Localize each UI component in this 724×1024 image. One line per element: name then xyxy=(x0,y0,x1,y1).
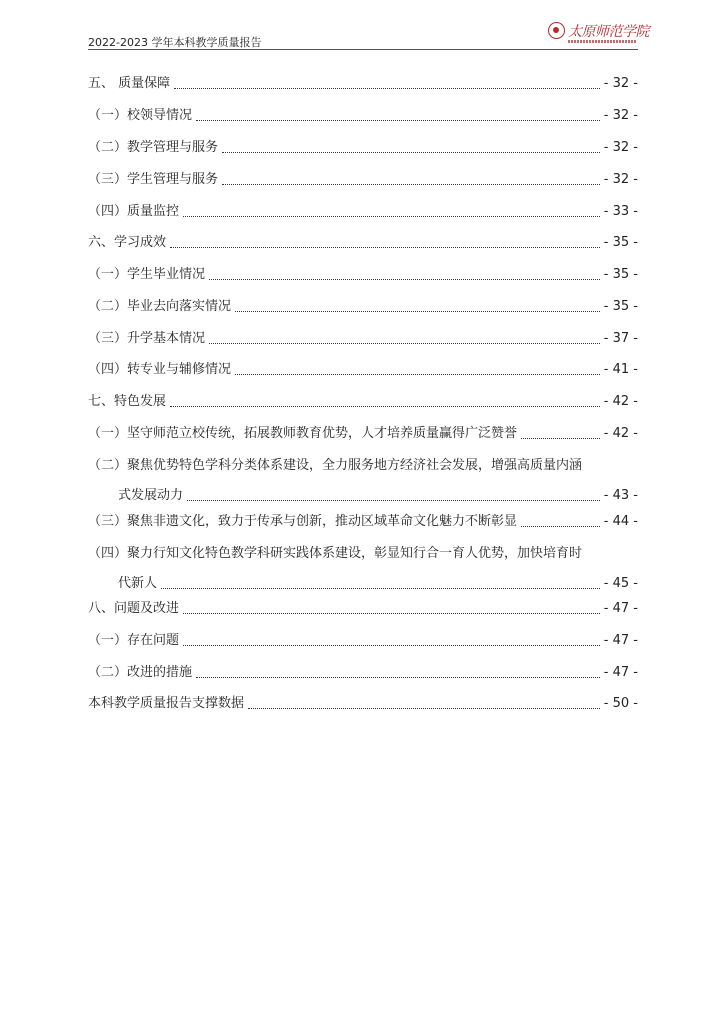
toc-entry-label: （三）聚焦非遗文化，致力于传承与创新，推动区域革命文化魅力不断彰显 xyxy=(88,514,518,529)
toc-entry[interactable] xyxy=(88,234,638,252)
dot-leader xyxy=(170,247,600,248)
toc-entry[interactable] xyxy=(88,266,638,284)
dot-leader xyxy=(209,343,600,344)
dot-leader xyxy=(222,184,600,185)
dot-leader xyxy=(161,588,600,589)
toc-entry[interactable] xyxy=(88,545,638,593)
toc-entry-label: （一）学生毕业情况 xyxy=(88,267,206,282)
toc-entry-page: - 32 - xyxy=(603,140,638,155)
toc-entry[interactable] xyxy=(88,75,638,93)
toc-entry-label: （三）升学基本情况 xyxy=(88,331,206,346)
dot-leader xyxy=(196,677,600,678)
toc-entry[interactable] xyxy=(88,298,638,316)
toc-entry[interactable] xyxy=(88,513,638,531)
dot-leader xyxy=(209,279,600,280)
toc-entry-page: - 50 - xyxy=(603,696,638,711)
toc-entry[interactable] xyxy=(88,393,638,411)
toc-entry[interactable] xyxy=(88,457,638,505)
dot-leader xyxy=(187,500,600,501)
toc-entry-page: - 32 - xyxy=(603,76,638,91)
toc-entry[interactable] xyxy=(88,664,638,682)
toc-entry-page: - 35 - xyxy=(603,299,638,314)
toc-entry-page: - 32 - xyxy=(603,108,638,123)
toc-entry[interactable] xyxy=(88,425,638,443)
toc-entry[interactable] xyxy=(88,171,638,189)
dot-leader xyxy=(235,374,600,375)
toc-entry[interactable] xyxy=(88,695,638,713)
toc-entry[interactable] xyxy=(88,203,638,221)
toc-entry-page: - 47 - xyxy=(603,601,638,616)
toc-entry[interactable] xyxy=(88,361,638,379)
toc-entry-label: （四）质量监控 xyxy=(88,204,180,219)
logo-text: 太原师范学院 xyxy=(568,24,649,40)
dot-leader xyxy=(183,216,600,217)
toc-entry-page: - 42 - xyxy=(603,426,638,441)
toc-entry-label: （二）毕业去向落实情况 xyxy=(88,299,232,314)
toc-entry-label: （二）教学管理与服务 xyxy=(88,140,219,155)
toc-entry-label: （四）聚力行知文化特色教学科研实践体系建设，彰显知行合一育人优势，加快培育时 xyxy=(88,546,583,561)
toc-entry-label: 本科教学质量报告支撑数据 xyxy=(88,696,245,711)
toc-entry[interactable] xyxy=(88,330,638,348)
dot-leader xyxy=(521,526,600,527)
toc-entry-label: （一）校领导情况 xyxy=(88,108,193,123)
dot-leader xyxy=(196,120,600,121)
page-header xyxy=(88,0,649,50)
toc-entry-label: 八、问题及改进 xyxy=(88,601,180,616)
toc-entry-label-continued: 式发展动力 xyxy=(118,488,184,503)
toc-entry-page: - 41 - xyxy=(603,362,638,377)
toc-entry-page: - 44 - xyxy=(603,514,638,529)
toc-entry-label-continued: 代新人 xyxy=(118,576,158,591)
toc-entry-page: - 43 - xyxy=(603,488,638,503)
toc-entry-page: - 47 - xyxy=(603,665,638,680)
toc-entry[interactable] xyxy=(88,600,638,618)
toc-entry-label: 六、学习成效 xyxy=(88,235,167,250)
toc-entry-label: （一）存在问题 xyxy=(88,633,180,648)
toc-entry-label: （三）学生管理与服务 xyxy=(88,172,219,187)
toc-entry[interactable] xyxy=(88,632,638,650)
toc-entry-page: - 37 - xyxy=(603,331,638,346)
toc-entry-page: - 42 - xyxy=(603,394,638,409)
toc-entry-label: 五、 质量保障 xyxy=(88,76,171,91)
toc-entry-page: - 33 - xyxy=(603,204,638,219)
logo-subline xyxy=(568,40,636,43)
header-divider xyxy=(88,49,638,50)
dot-leader xyxy=(521,438,600,439)
toc-entry-page: - 47 - xyxy=(603,633,638,648)
toc-entry-page: - 32 - xyxy=(603,172,638,187)
toc-entry[interactable] xyxy=(88,139,638,157)
toc-entry-page: - 35 - xyxy=(603,235,638,250)
dot-leader xyxy=(248,708,600,709)
university-logo xyxy=(548,18,649,48)
dot-leader xyxy=(170,406,600,407)
toc-entry-label: 七、特色发展 xyxy=(88,394,167,409)
seal-icon xyxy=(548,22,565,39)
dot-leader xyxy=(183,613,600,614)
toc-entry-label: （二）改进的措施 xyxy=(88,665,193,680)
toc-entry-page: - 45 - xyxy=(603,576,638,591)
toc-entry-page: - 35 - xyxy=(603,267,638,282)
dot-leader xyxy=(183,645,600,646)
dot-leader xyxy=(222,152,600,153)
toc-entry-label: （二）聚焦优势特色学科分类体系建设，全力服务地方经济社会发展，增强高质量内涵 xyxy=(88,458,583,473)
header-title: 2022-2023 学年本科教学质量报告 xyxy=(88,36,262,49)
dot-leader xyxy=(174,88,600,89)
toc-entry-label: （一）坚守师范立校传统，拓展教师教育优势，人才培养质量赢得广泛赞誉 xyxy=(88,426,518,441)
toc-entry-label: （四）转专业与辅修情况 xyxy=(88,362,232,377)
dot-leader xyxy=(235,311,600,312)
toc-entry[interactable] xyxy=(88,107,638,125)
